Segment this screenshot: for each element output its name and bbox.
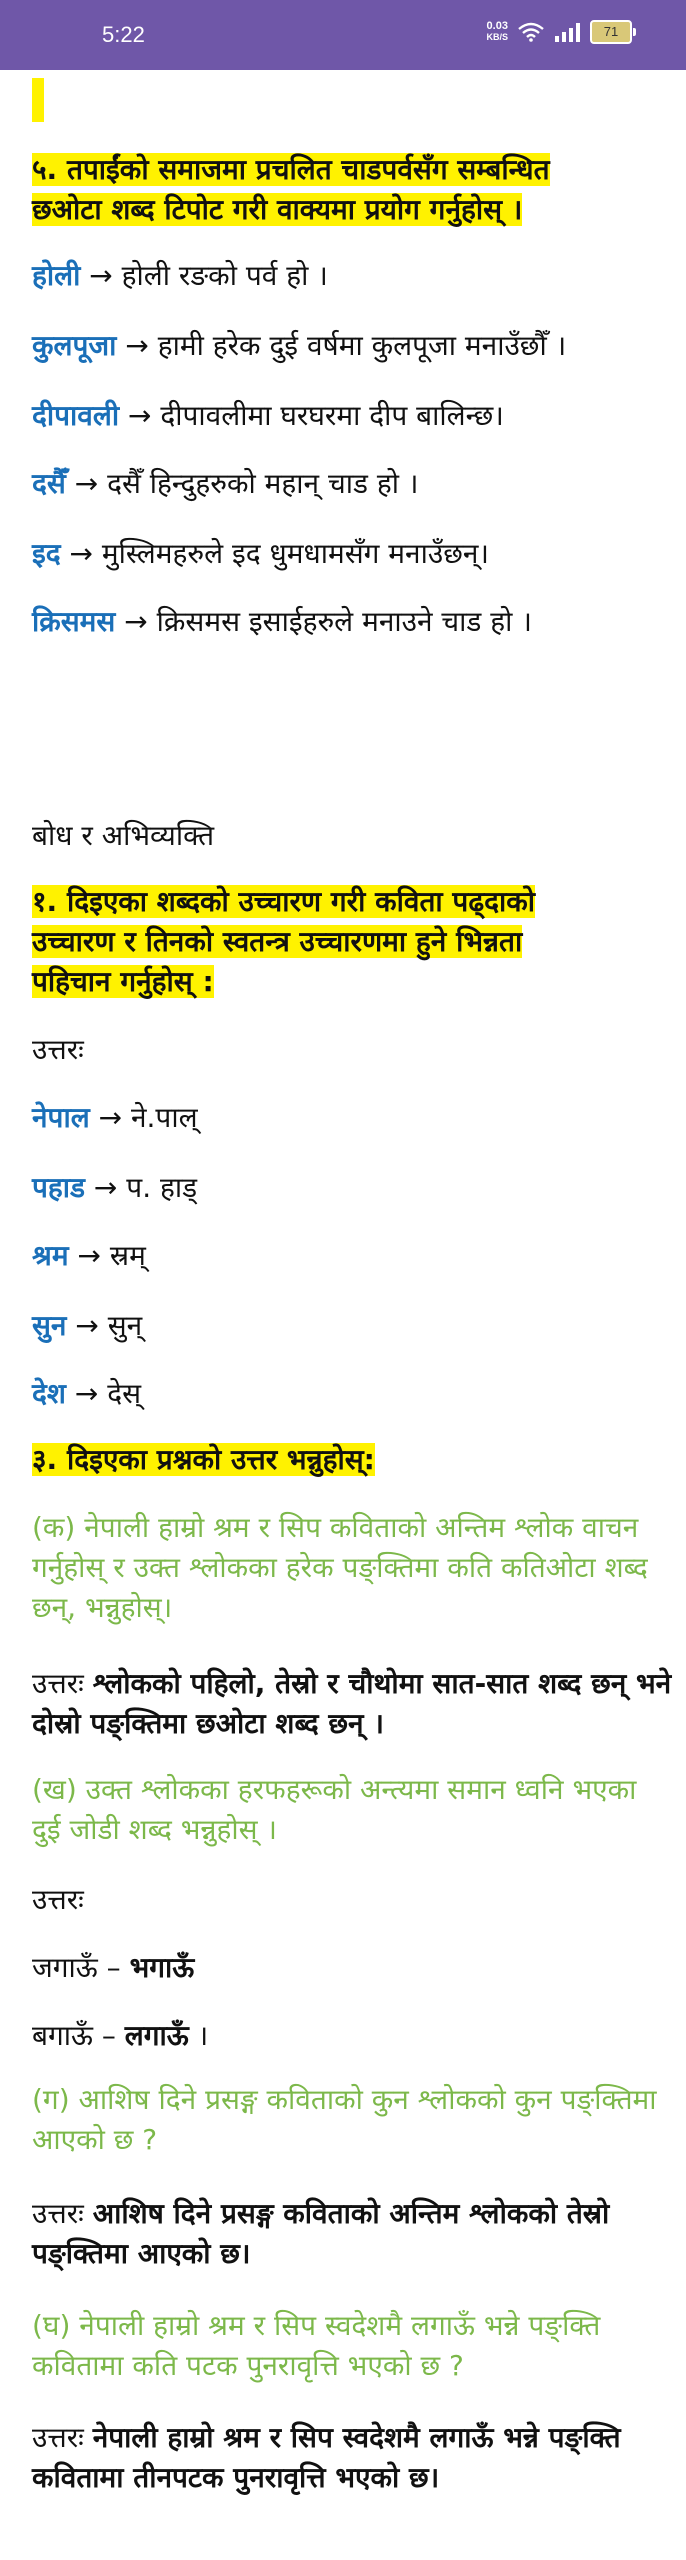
q5-title	[32, 150, 550, 230]
festival-word: दीपावली	[32, 399, 120, 432]
list-item	[32, 1168, 197, 1208]
answer-text: श्लोकको पहिलो, तेस्रो र चौथोमा सात-सात शब्द छन् भने दोस्रो पङ्क्तिमा छओटा शब्द छन् ।	[32, 1667, 672, 1740]
net-speed-unit: KB/S	[486, 32, 508, 42]
list-item	[32, 464, 419, 504]
list-item	[32, 256, 328, 296]
net-speed	[486, 21, 508, 43]
answer-label: उत्तरः	[32, 2421, 84, 2454]
festival-word: क्रिसमस	[32, 605, 116, 638]
list-item	[32, 534, 489, 574]
answer-label: उत्तरः	[32, 1667, 84, 1700]
q3-title	[32, 1440, 375, 1480]
example-sentence: हामी हरेक दुई वर्षमा कुलपूजा मनाउँछौँ ।	[157, 329, 567, 362]
status-time: 5:22	[102, 22, 145, 47]
arrow: →	[77, 1239, 101, 1272]
example-sentence: दसैँ हिन्दुहरुको महान् चाड हो ।	[107, 467, 419, 500]
example-sentence: क्रिसमस इसाईहरुले मनाउने चाड हो ।	[156, 605, 532, 638]
question-kha: (ख) उक्त श्लोकका हरफहरूको अन्त्यमा समान ध्वनि भएका दुई जोडी शब्द भन्नुहोस् ।	[32, 1773, 637, 1846]
answer-label: उत्तरः	[32, 1033, 84, 1066]
net-speed-value: 0.03	[486, 20, 508, 32]
list-item	[32, 1306, 142, 1346]
example-sentence: होली रङको पर्व हो ।	[121, 259, 328, 292]
q1-title-line2: उच्चारण र तिनको स्वतन्त्र उच्चारणमा हुने भिन्नता	[32, 925, 523, 958]
answer-label: उत्तरः	[32, 2197, 84, 2230]
q1-title	[32, 882, 535, 1002]
q5-title-line1: ५. तपाईंको समाजमा प्रचलित चाडपर्वसँग सम्बन्धित	[32, 153, 550, 186]
festival-word: इद	[32, 537, 61, 570]
word: श्रम	[32, 1239, 69, 1272]
arrow: →	[125, 329, 149, 362]
arrow: →	[69, 537, 93, 570]
pronunciation: स्रम्	[109, 1239, 146, 1272]
arrow: →	[89, 259, 113, 292]
example-sentence: दीपावलीमा घरघरमा दीप बालिन्छ।	[160, 399, 504, 432]
rhyme-word: लगाऊँ	[124, 2019, 189, 2052]
battery-level: 71	[590, 20, 632, 44]
list-item	[32, 326, 566, 366]
q5-title-line2: छओटा शब्द टिपोट गरी वाक्यमा प्रयोग गर्नुहोस् ।	[32, 193, 523, 226]
festival-word: दसैँ	[32, 467, 66, 500]
rhyme-word: भगाऊँ	[129, 1951, 195, 1984]
list-item	[32, 396, 504, 436]
arrow: →	[128, 399, 152, 432]
arrow: →	[98, 1101, 123, 1134]
highlight-marker	[32, 78, 44, 122]
list-item	[32, 1236, 146, 1276]
word: पहाड	[32, 1171, 86, 1204]
arrow: →	[74, 467, 99, 500]
rhyme-word: जगाऊँ –	[32, 1951, 121, 1984]
answer-ga	[32, 2194, 672, 2274]
question-ka: (क) नेपाली हाम्रो श्रम र सिप कविताको अन्तिम श्लोक वाचन गर्नुहोस् र उक्त श्लोकका हरेक पङ्क्तिमा कति कतिओटा शब्द छन्, भन्नुहोस्।	[32, 1511, 648, 1624]
arrow: →	[74, 1377, 99, 1410]
pronunciation: प. हाड्	[126, 1171, 198, 1204]
sentence-end: ।	[188, 2019, 209, 2052]
status-bar	[0, 0, 686, 70]
status-icons	[486, 20, 636, 44]
q1-title-line3: पहिचान गर्नुहोस् :	[32, 965, 214, 998]
rhyme-pair	[32, 2016, 672, 2056]
example-sentence: मुस्लिमहरुले इद धुमधामसँग मनाउँछन्।	[101, 537, 489, 570]
word: सुन	[32, 1309, 67, 1342]
list-item	[32, 1374, 141, 1414]
list-item	[32, 1098, 198, 1138]
answer-text: नेपाली हाम्रो श्रम र सिप स्वदेशमै लगाऊँ भन्ने पङ्क्ति कवितामा तीनपटक पुनरावृत्ति भएको छ।	[32, 2421, 621, 2494]
wifi-icon	[518, 22, 544, 42]
rhyme-word: बगाऊँ –	[32, 2019, 116, 2052]
list-item	[32, 602, 532, 642]
answer-gha	[32, 2418, 672, 2498]
festival-word: होली	[32, 259, 81, 292]
battery-icon	[590, 20, 636, 44]
question-ga: (ग) आशिष दिने प्रसङ्ग कविताको कुन श्लोकको कुन पङ्क्तिमा आएको छ ?	[32, 2083, 657, 2156]
q1-title-line1: १. दिइएका शब्दको उच्चारण गरी कविता पढ्दाको	[32, 885, 535, 918]
answer-label: उत्तरः	[32, 1883, 84, 1916]
word: देश	[32, 1377, 66, 1410]
arrow: →	[124, 605, 148, 638]
answer-text: आशिष दिने प्रसङ्ग कविताको अन्तिम श्लोकको तेस्रो पङ्क्तिमा आएको छ।	[32, 2197, 610, 2270]
signal-icon	[554, 22, 580, 42]
pronunciation: ने.पाल्	[130, 1101, 198, 1134]
arrow: →	[75, 1309, 99, 1342]
pronunciation: सुन्	[107, 1309, 143, 1342]
q3-title-text: ३. दिइएका प्रश्नको उत्तर भन्नुहोस्:	[32, 1443, 375, 1476]
question-gha: (घ) नेपाली हाम्रो श्रम र सिप स्वदेशमै लगाऊँ भन्ने पङ्क्ति कवितामा कति पटक पुनरावृत्ति भएको छ ?	[32, 2309, 601, 2382]
festival-word: कुलपूजा	[32, 329, 117, 362]
rhyme-pair	[32, 1948, 672, 1988]
word: नेपाल	[32, 1101, 90, 1134]
pronunciation: देस्	[107, 1377, 141, 1410]
arrow: →	[93, 1171, 118, 1204]
answer-ka	[32, 1664, 672, 1744]
section-heading: बोध र अभिव्यक्ति	[32, 819, 215, 852]
